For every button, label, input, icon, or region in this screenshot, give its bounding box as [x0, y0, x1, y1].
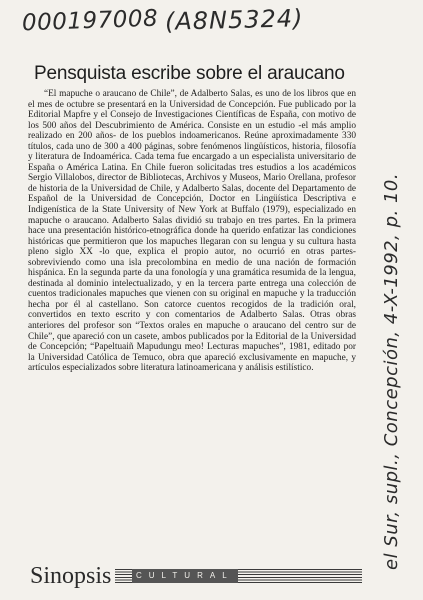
article-body: “El mapuche o araucano de Chile”, de Adalberto Salas, es uno de los libros que en el mes de octubre se presentará en la Universidad de Concepción. Fue publicado por la Editorial Mapfre y el Consejo de Investigaciones Científicas de España, con motivo de los 500 años del Descubrimiento de América. Consiste en un estudio -el más amplio realizado en 200 años- de los pueblos indoamericanos. Reúne aproximadamente 330 títulos, cada uno de 300 a 400 páginas, sobre fenómenos lingüísticos, historia, filosofía y literatura de Indoamérica. Cada tema fue encargado a un especialista universitario de España o América Latina. En Chile fueron solicitadas tres estudios a los académicos Sergio Villalobos, director de Bibliotecas, Archivos y Museos, Mario Orellana, profesor de historia de la Universidad de Chile, y Adalberto Salas, docente del Departamento de Español de la Universidad de Concepción, Doctor en Lingüística Descriptiva e Indigenística de la State University of New York at Buffalo (1979), especializado en mapuche o araucano. Adalberto Salas dividió su trabajo en tres partes. En la primera hace una presentación histórico-etnográfica donde ha querido enfatizar las condiciones históricas que permitieron que los mapuches llegaran con su lengua y su cultura hasta pleno siglo XX -lo que, explica el propio autor, no ocurrió en otras partes- sobreviviendo como una isla precolombina en medio de una nación de formación hispánica. En la segunda parte da una fonología y una gramática resumida de la lengua, destinada al dominio intelectualizado, y en la tercera parte entrega una colección de cuentos tradicionales mapuches que vienen con su original en mapuche y la traducción hecha por él al castellano. Son catorce cuentos recogidos de la tradición oral, convertidos en texto escrito y con comentarios de Adalberto Salas. Otras obras anteriores del profesor son “Textos orales en mapuche o araucano del centro sur de Chile”, que apareció con un casete, ambos publicados por la Editorial de la Universidad de Concepción; “Papeltuaiñ Mapudungu meo! Lecturas mapuches”, 1981, editado por la Universidad Católica de Temuco, obra que apareció exclusivamente en mapuche, y artículos especializados sobre literatura latinoamericana y análisis estilístico.: [28, 89, 356, 374]
article-headline: Pensquista escribe sobre el araucano: [34, 63, 345, 84]
handwritten-catalog-code: (A8N5324): [164, 4, 304, 36]
section-footer: [0, 560, 423, 600]
footer-section-label: CULTURAL: [132, 569, 238, 583]
footer-brand: Sinopsis: [30, 563, 115, 589]
handwritten-id-number: 000197008: [21, 5, 159, 37]
handwritten-source-note: el Sur, supl., Concepción, 4-X-1992, p. 10.: [381, 172, 402, 570]
